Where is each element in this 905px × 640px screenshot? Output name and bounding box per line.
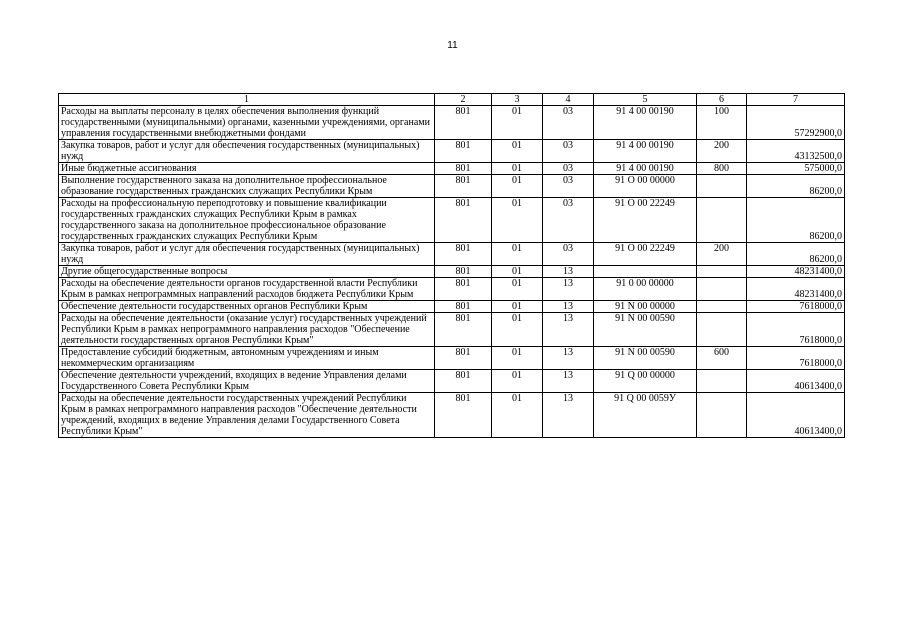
- row-code-2: 801: [435, 313, 492, 347]
- row-code-3: 01: [492, 393, 543, 438]
- row-amount: 86200,0: [747, 198, 845, 243]
- row-code-2: 801: [435, 370, 492, 393]
- row-code-5: 91 4 00 00190: [594, 106, 697, 140]
- row-code-4: 13: [543, 266, 594, 278]
- column-header: 7: [747, 94, 845, 106]
- row-code-5: 91 О 00 22249: [594, 198, 697, 243]
- row-description: Выполнение государственного заказа на дополнительное профессиональное образование государственных гражданских служащих Республики Крым: [59, 175, 435, 198]
- row-code-2: 801: [435, 140, 492, 163]
- row-code-4: 13: [543, 301, 594, 313]
- row-code-5: [594, 266, 697, 278]
- row-code-5: 91 N 00 00590: [594, 347, 697, 370]
- row-code-2: 801: [435, 393, 492, 438]
- table-row: [59, 243, 845, 266]
- row-code-2: 801: [435, 106, 492, 140]
- table-row: [59, 278, 845, 301]
- row-amount: 48231400,0: [747, 278, 845, 301]
- table-row: [59, 140, 845, 163]
- row-code-3: 01: [492, 198, 543, 243]
- row-code-5: 91 О 00 00000: [594, 175, 697, 198]
- row-code-3: 01: [492, 106, 543, 140]
- row-amount: 57292900,0: [747, 106, 845, 140]
- row-code-2: 801: [435, 198, 492, 243]
- row-code-4: 03: [543, 243, 594, 266]
- row-code-6: 600: [697, 347, 747, 370]
- row-code-2: 801: [435, 243, 492, 266]
- row-code-3: 01: [492, 347, 543, 370]
- row-code-3: 01: [492, 243, 543, 266]
- row-code-5: 91 0 00 00000: [594, 278, 697, 301]
- row-code-4: 13: [543, 370, 594, 393]
- row-code-6: [697, 301, 747, 313]
- row-code-5: 91 О 00 22249: [594, 243, 697, 266]
- column-header: 4: [543, 94, 594, 106]
- row-code-2: 801: [435, 175, 492, 198]
- row-code-6: [697, 393, 747, 438]
- row-amount: 7618000,0: [747, 301, 845, 313]
- row-code-2: 801: [435, 278, 492, 301]
- row-code-6: [697, 198, 747, 243]
- row-code-6: [697, 266, 747, 278]
- row-amount: 40613400,0: [747, 393, 845, 438]
- row-code-6: [697, 313, 747, 347]
- table-row: [59, 198, 845, 243]
- row-code-4: 13: [543, 393, 594, 438]
- row-description: Закупка товаров, работ и услуг для обеспечения государственных (муниципальных) нужд: [59, 140, 435, 163]
- row-code-4: 03: [543, 198, 594, 243]
- row-description: Закупка товаров, работ и услуг для обеспечения государственных (муниципальных) нужд: [59, 243, 435, 266]
- row-code-5: 91 Q 00 00000: [594, 370, 697, 393]
- row-code-4: 13: [543, 278, 594, 301]
- table-row: [59, 301, 845, 313]
- row-code-4: 03: [543, 140, 594, 163]
- page-number: 11: [447, 40, 458, 51]
- row-amount: 40613400,0: [747, 370, 845, 393]
- row-description: Другие общегосударственные вопросы: [59, 266, 435, 278]
- row-description: Расходы на выплаты персоналу в целях обеспечения выполнения функций государственными (муниципальными) органами, казенными учреждениями, органами управления государственными внебюджетными фондами: [59, 106, 435, 140]
- row-code-3: 01: [492, 163, 543, 175]
- row-code-6: 200: [697, 140, 747, 163]
- row-code-6: [697, 175, 747, 198]
- row-code-2: 801: [435, 347, 492, 370]
- row-code-4: 13: [543, 313, 594, 347]
- table-row: [59, 370, 845, 393]
- table-row: [59, 106, 845, 140]
- row-code-3: 01: [492, 278, 543, 301]
- row-code-6: [697, 278, 747, 301]
- row-code-3: 01: [492, 313, 543, 347]
- row-description: Иные бюджетные ассигнования: [59, 163, 435, 175]
- row-description: Предоставление субсидий бюджетным, автономным учреждениям и иным некоммерческим организациям: [59, 347, 435, 370]
- table-row: [59, 393, 845, 438]
- column-header: 6: [697, 94, 747, 106]
- row-code-4: 13: [543, 347, 594, 370]
- row-description: Расходы на обеспечение деятельности (оказание услуг) государственных учреждений Республики Крым в рамках непрограммного направления расходов "Обеспечение деятельности государственных органов Республики Крым": [59, 313, 435, 347]
- row-code-5: 91 N 00 00590: [594, 313, 697, 347]
- row-amount: 575000,0: [747, 163, 845, 175]
- row-code-6: [697, 370, 747, 393]
- header-row: [59, 94, 845, 106]
- row-code-3: 01: [492, 140, 543, 163]
- row-amount: 7618000,0: [747, 347, 845, 370]
- row-code-3: 01: [492, 175, 543, 198]
- row-amount: 48231400,0: [747, 266, 845, 278]
- row-description: Расходы на профессиональную переподготовку и повышение квалификации государственных гражданских служащих Республики Крым в рамках государственного заказа на дополнительное профессиональное образование государственных гражданских служащих Республики Крым: [59, 198, 435, 243]
- row-description: Обеспечение деятельности государственных органов Республики Крым: [59, 301, 435, 313]
- row-code-6: 200: [697, 243, 747, 266]
- column-header: 1: [59, 94, 435, 106]
- row-code-2: 801: [435, 301, 492, 313]
- table-row: [59, 266, 845, 278]
- row-code-2: 801: [435, 163, 492, 175]
- budget-table: [58, 93, 845, 438]
- row-description: Расходы на обеспечение деятельности государственных учреждений Республики Крым в рамках непрограммного направления расходов "Обеспечение деятельности учреждений, входящих в ведение Управления делами Государственного Совета Республики Крым": [59, 393, 435, 438]
- row-description: Обеспечение деятельности учреждений, входящих в ведение Управления делами Государственного Совета Республики Крым: [59, 370, 435, 393]
- row-amount: 86200,0: [747, 175, 845, 198]
- table-row: [59, 313, 845, 347]
- row-code-5: 91 Q 00 0059У: [594, 393, 697, 438]
- row-description: Расходы на обеспечение деятельности органов государственной власти Республики Крым в рамках непрограммных направлений расходов бюджета Республики Крым: [59, 278, 435, 301]
- column-header: 2: [435, 94, 492, 106]
- row-code-6: 100: [697, 106, 747, 140]
- column-header: 3: [492, 94, 543, 106]
- row-code-5: 91 4 00 00190: [594, 163, 697, 175]
- row-code-3: 01: [492, 301, 543, 313]
- row-code-2: 801: [435, 266, 492, 278]
- column-header: 5: [594, 94, 697, 106]
- row-amount: 7618000,0: [747, 313, 845, 347]
- row-code-4: 03: [543, 163, 594, 175]
- row-amount: 43132500,0: [747, 140, 845, 163]
- table-row: [59, 163, 845, 175]
- table-row: [59, 347, 845, 370]
- row-code-4: 03: [543, 175, 594, 198]
- row-code-5: 91 4 00 00190: [594, 140, 697, 163]
- row-code-3: 01: [492, 370, 543, 393]
- row-code-6: 800: [697, 163, 747, 175]
- row-amount: 86200,0: [747, 243, 845, 266]
- row-code-4: 03: [543, 106, 594, 140]
- row-code-5: 91 N 00 00000: [594, 301, 697, 313]
- row-code-3: 01: [492, 266, 543, 278]
- table-row: [59, 175, 845, 198]
